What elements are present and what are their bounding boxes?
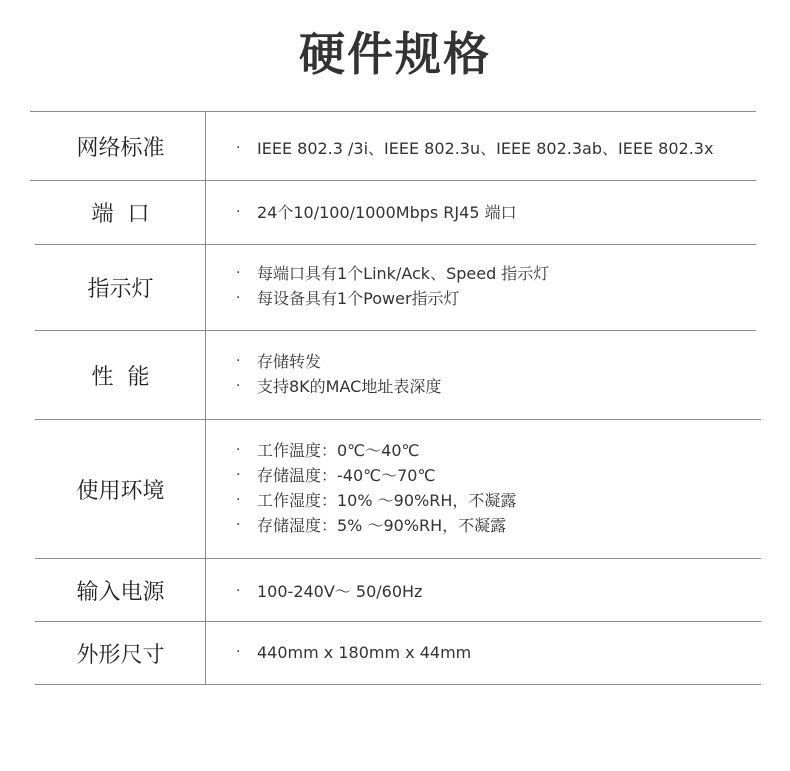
bullet: · xyxy=(236,492,241,508)
list-item: · 存储转发 xyxy=(236,349,770,374)
bullet: · xyxy=(236,442,241,458)
list-item: · 每端口具有1个Link/Ack、Speed 指示灯 xyxy=(236,261,770,286)
spec-values-dimensions xyxy=(236,622,770,682)
spec-values-indicators xyxy=(236,245,770,327)
page-title: 硬件规格 xyxy=(299,27,491,81)
list-item: · 440mm x 180mm x 44mm xyxy=(236,640,770,665)
spec-values-environment xyxy=(236,420,770,556)
bullet: · xyxy=(236,139,241,156)
bullet: · xyxy=(236,204,241,220)
spec-label-environment: 使用环境 xyxy=(76,478,165,504)
spec-label-indicators: 指示灯 xyxy=(87,277,154,302)
spec-label-performance: 性 能 xyxy=(91,364,150,390)
column-divider xyxy=(205,111,206,685)
bullet: · xyxy=(236,353,241,369)
bullet: · xyxy=(236,517,241,533)
bullet: · xyxy=(236,265,241,281)
spec-values-network-standard xyxy=(236,112,770,184)
spec-values-ports xyxy=(236,181,770,244)
list-item: · 存储湿度：5% ～90%RH，不凝露 xyxy=(236,513,770,538)
bullet: · xyxy=(236,290,241,306)
list-item: · 存储温度：-40℃～70℃ xyxy=(236,463,770,488)
list-item: · 工作湿度：10% ～90%RH，不凝露 xyxy=(236,488,770,513)
spec-label-dimensions: 外形尺寸 xyxy=(76,642,165,668)
bullet: · xyxy=(236,467,241,483)
spec-values-performance xyxy=(236,331,770,417)
list-item: · 每设备具有1个Power指示灯 xyxy=(236,286,770,311)
row-divider xyxy=(35,684,761,685)
list-item: · 工作温度：0℃～40℃ xyxy=(236,438,770,463)
spec-label-power-input: 输入电源 xyxy=(76,579,165,605)
bullet: · xyxy=(236,643,241,660)
list-item: · 24个10/100/1000Mbps RJ45 端口 xyxy=(236,200,770,225)
spec-label-ports: 端 口 xyxy=(91,202,150,227)
bullet: · xyxy=(236,582,241,599)
list-item: · IEEE 802.3 /3i、IEEE 802.3u、IEEE 802.3ab、IEEE 802.3x xyxy=(236,136,770,161)
bullet: · xyxy=(236,378,241,394)
list-item: · 支持8K的MAC地址表深度 xyxy=(236,374,770,399)
spec-label-network-standard: 网络标准 xyxy=(76,135,165,161)
list-item: · 100-240V～ 50/60Hz xyxy=(236,579,770,604)
spec-values-power-input xyxy=(236,559,770,623)
